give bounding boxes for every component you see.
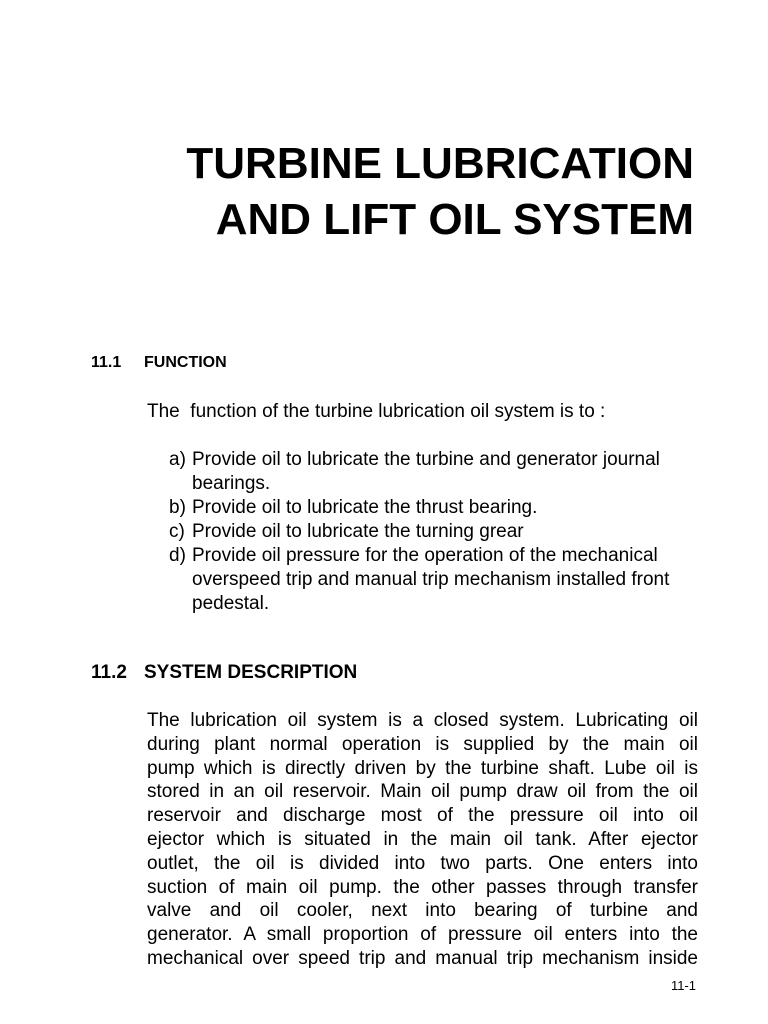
- list-item: [169, 544, 709, 616]
- list-item: [169, 520, 709, 544]
- list-item: [169, 496, 709, 520]
- section-title: FUNCTION: [144, 354, 227, 371]
- paragraph-line: valve and oil cooler, next into bearing of turbine and: [147, 900, 698, 922]
- paragraph-line: during plant normal operation is supplied by the main oil: [147, 733, 698, 755]
- function-list: [169, 448, 709, 616]
- section-title: SYSTEM DESCRIPTION: [144, 662, 358, 683]
- list-text: Provide oil to lubricate the thrust bearing.: [192, 497, 538, 518]
- list-text: Provide oil to lubricate the turning grear: [192, 521, 524, 542]
- title-line-1: TURBINE LUBRICATION: [186, 139, 694, 188]
- system-description-paragraph: [147, 709, 698, 971]
- list-text: Provide oil to lubricate the turbine and generator journal bearings.: [192, 449, 660, 494]
- page-title: [186, 136, 694, 248]
- list-marker: a): [169, 449, 186, 470]
- section-heading-system-description: [91, 662, 357, 684]
- paragraph-line: mechanical over speed trip and manual trip mechanism inside: [147, 947, 698, 969]
- paragraph-line: reservoir and discharge most of the pressure oil into oil: [147, 805, 698, 827]
- list-item: [169, 448, 709, 496]
- title-line-2: AND LIFT OIL SYSTEM: [215, 195, 694, 244]
- paragraph-line: pump which is directly driven by the turbine shaft. Lube oil is: [147, 757, 698, 779]
- section-number: 11.1: [91, 354, 122, 371]
- list-marker: c): [169, 521, 185, 542]
- list-marker: b): [169, 497, 186, 518]
- function-intro: The function of the turbine lubrication oil system is to :: [147, 401, 606, 422]
- list-marker: d): [169, 545, 186, 566]
- paragraph-line: stored in an oil reservoir. Main oil pump draw oil from the oil: [147, 781, 698, 803]
- paragraph-line: The lubrication oil system is a closed system. Lubricating oil: [147, 710, 698, 731]
- section-number: 11.2: [91, 662, 127, 683]
- page-number: 11-1: [670, 978, 696, 993]
- paragraph-line: outlet, the oil is divided into two parts. One enters into: [147, 852, 698, 874]
- list-text: Provide oil pressure for the operation of the mechanical overspeed trip and manual trip mechanism installed front pedestal.: [192, 545, 670, 614]
- paragraph-line: generator. A small proportion of pressure oil enters into the: [147, 924, 698, 946]
- section-heading-function: [91, 354, 227, 372]
- paragraph-line: suction of main oil pump. the other passes through transfer: [147, 876, 698, 898]
- paragraph-line: ejector which is situated in the main oil tank. After ejector: [147, 828, 698, 850]
